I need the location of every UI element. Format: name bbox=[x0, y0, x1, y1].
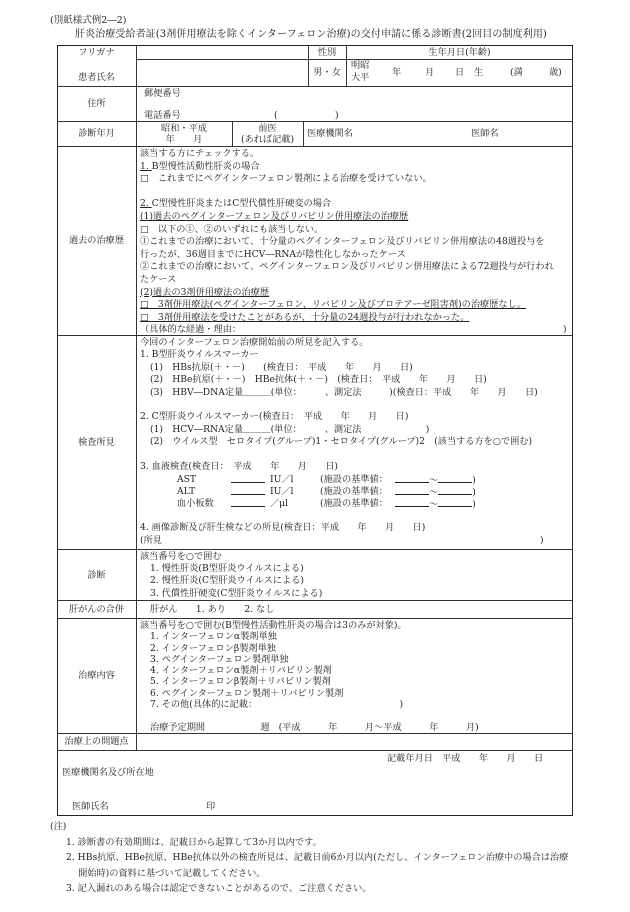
history-case-2: ②これまでの治療において、ペグインターフェロン及びリバビリン併用療法による72週投与が行われ bbox=[140, 261, 554, 273]
treatment-option-4[interactable]: 4. インターフェロンα製剤＋リバビリン製剤 bbox=[150, 665, 332, 677]
treatment-option-5[interactable]: 5. インターフェロンβ製剤＋リバビリン製剤 bbox=[150, 676, 331, 688]
hbs-antigen-row[interactable]: (1) HBs抗原(＋・－) (検査日： 平成 年 月 日) bbox=[150, 361, 413, 373]
diagnosis-option-1[interactable]: 1. 慢性肝炎(B型肝炎ウイルスによる) bbox=[150, 563, 304, 575]
age-close: 歳) bbox=[549, 67, 562, 78]
address-label: 住所 bbox=[87, 98, 106, 109]
history-hepc-heading: 2. C型慢性肝炎またはC型代償性肝硬変の場合 bbox=[140, 198, 332, 210]
history-triple-none-checkbox[interactable]: □ 3剤併用療法(ペグインターフェロン、リバビリン及びプロテアーゼ阻害剤)の治療歴なし。 bbox=[140, 299, 526, 311]
history-peg-rib-heading: (1)過去のペグインターフェロン及びリバビリン併用療法の治療歴 bbox=[140, 210, 409, 222]
platelet-ref-range[interactable]: ～ ) bbox=[395, 498, 476, 510]
row-divider bbox=[57, 618, 573, 619]
dob-month: 月 bbox=[425, 67, 435, 78]
history-triple-incomplete-checkbox[interactable]: □ 3剤併用療法を受けたことがあるが、十分量の24週投与が行われなかった。 bbox=[140, 311, 470, 323]
history-none-checkbox[interactable]: □ 以下の①、②のいずれにも該当しない。 bbox=[140, 223, 324, 235]
history-case-1: ①これまでの治療において、十分量のペグインターフェロン及びリバビリン併用療法の48週投与を bbox=[140, 236, 545, 248]
sex-label: 性別 bbox=[317, 47, 337, 58]
ast-label: AST bbox=[177, 474, 197, 485]
patient-name-input[interactable] bbox=[138, 61, 306, 85]
findings-content bbox=[140, 337, 538, 473]
diagnosis-option-2[interactable]: 2. 慢性肝炎(C型肝炎ウイルスによる) bbox=[150, 575, 304, 587]
notes-title: (注) bbox=[50, 821, 67, 832]
treatment-history-content bbox=[140, 148, 554, 337]
history-triple-heading: (2)過去の3剤併用療法の治療歴 bbox=[140, 286, 270, 298]
platelet-label: 血小板数 bbox=[177, 498, 214, 509]
ast-ref-range[interactable]: ～ ) bbox=[395, 474, 476, 486]
findings-label: 検査所見 bbox=[78, 437, 115, 448]
treatment-option-6[interactable]: 6. ペグインターフェロン製剤＋リバビリン製剤 bbox=[150, 687, 344, 699]
treatment-problems-label: 治療上の問題点 bbox=[64, 736, 129, 747]
imaging-findings-open: (所見 bbox=[140, 535, 162, 546]
alt-ref-label: (施設の基準値： bbox=[320, 486, 388, 497]
doctor-name-label: 医師名 bbox=[471, 128, 499, 139]
row-divider bbox=[57, 600, 573, 601]
note-3: 3. 記入漏れのある場合は認定できないことがあるので、ご注意ください。 bbox=[66, 883, 372, 894]
history-hepb-heading: 1. B型慢性活動性肝炎の場合 bbox=[140, 160, 260, 172]
hbe-row[interactable]: (2) HBe抗原(＋・－) HBe抗体(＋・－) (検査日： 平成 年 月 日) bbox=[150, 374, 487, 386]
note-2: 2. HBs抗原、HBe抗原、HBe抗体以外の検査所見は、記載日前6か月以内(ただし、インターフェロン治療中の場合は治療 bbox=[66, 852, 569, 863]
phone-paren-close: ) bbox=[335, 110, 339, 121]
row-divider bbox=[57, 733, 573, 734]
diagnosis-option-3[interactable]: 3. 代償性肝硬変(C型肝炎ウイルスによる) bbox=[150, 587, 323, 599]
diagnosis-date-label: 診断年月 bbox=[78, 128, 115, 139]
platelet-input[interactable] bbox=[231, 498, 265, 510]
seal-mark: 印 bbox=[206, 801, 216, 812]
row-divider bbox=[57, 121, 573, 122]
prev-doctor-divider bbox=[303, 121, 304, 146]
row-divider bbox=[57, 750, 573, 751]
dob-year: 年 bbox=[392, 67, 402, 78]
phone-label: 電話番号 bbox=[144, 110, 181, 121]
postal-code-label: 郵便番号 bbox=[144, 88, 181, 99]
alt-label: ALT bbox=[177, 486, 196, 497]
alt-unit: IU／l bbox=[270, 486, 294, 497]
prev-doctor-note: (あれば記載) bbox=[240, 134, 295, 145]
platelet-unit: ／μl bbox=[270, 498, 289, 509]
row-divider bbox=[57, 86, 573, 87]
history-hepb-checkbox[interactable]: □ これまでにペグインターフェロン製剤による治療を受けていない。 bbox=[140, 173, 432, 185]
row-divider bbox=[57, 549, 573, 550]
diagnosis-content bbox=[140, 551, 322, 600]
history-reason-close: ) bbox=[563, 324, 567, 335]
platelet-ref-label: (施設の基準値： bbox=[320, 498, 388, 509]
ast-ref-label: (施設の基準値： bbox=[320, 474, 388, 485]
liver-cancer-label: 肝がんの合併 bbox=[68, 604, 125, 615]
treatment-problems-input[interactable] bbox=[138, 735, 570, 749]
treatment-intro: 該当番号を○で囲む(B型慢性活動性肝炎の場合は3のみが対象)。 bbox=[140, 620, 407, 631]
note-1: 1. 診断書の有効期間は、記載日から起算して3か月以内です。 bbox=[66, 836, 322, 848]
furigana-input[interactable] bbox=[138, 47, 306, 58]
treatment-option-3[interactable]: 3. ペグインターフェロン製剤単独 bbox=[150, 653, 289, 665]
diagnosis-era[interactable]: 昭和・平成 bbox=[161, 123, 207, 134]
hbv-marker-title: 1. B型肝炎ウイルスマーカー bbox=[140, 349, 259, 361]
entry-date[interactable]: 記載年月日 平成 年 月 日 bbox=[387, 753, 544, 764]
form-id: (別紙様式例2―2) bbox=[50, 15, 127, 26]
imaging-findings-close: ) bbox=[540, 535, 544, 546]
imaging-findings-input[interactable] bbox=[165, 535, 535, 547]
dob-label: 生年月日(年齢) bbox=[428, 47, 491, 58]
ast-input[interactable] bbox=[231, 474, 265, 486]
alt-input[interactable] bbox=[231, 486, 265, 498]
blood-test-title: 3. 血液検査(検査日： 平成 年 月 日) bbox=[140, 461, 339, 473]
diagnosis-label: 診断 bbox=[87, 570, 106, 581]
liver-cancer-options[interactable]: 肝がん 1. あり 2. なし bbox=[150, 604, 275, 615]
label-column-divider bbox=[136, 45, 137, 750]
hbv-dna-row[interactable]: (3) HBV―DNA定量＿＿＿(単位： 、測定法 )(検査日：平成 年 月 日) bbox=[150, 386, 538, 398]
treatment-label: 治療内容 bbox=[78, 670, 115, 681]
hcv-rna-row[interactable]: (1) HCV―RNA定量＿＿＿(単位： 、測定法 ) bbox=[150, 423, 430, 435]
dob-born: 生 bbox=[474, 67, 484, 78]
institution-address-label: 医療機関名及び所在地 bbox=[62, 767, 154, 778]
patient-name-label: 患者氏名 bbox=[78, 72, 115, 83]
virus-type-row[interactable]: (2) ウイルス型 セロタイプ(グループ)1・セロタイプ(グループ)2 (該当する方を○で囲む) bbox=[150, 436, 533, 448]
treatment-history-label: 過去の治療歴 bbox=[68, 235, 125, 246]
alt-ref-range[interactable]: ～ ) bbox=[395, 486, 476, 498]
hcv-marker-title: 2. C型肝炎ウイルスマーカー(検査日： 平成 年 月 日) bbox=[140, 411, 409, 423]
phone-paren-open: ( bbox=[274, 110, 278, 121]
doctor-signature-label: 医師氏名 bbox=[72, 801, 109, 812]
diagnosis-year-month[interactable]: 年 月 bbox=[165, 134, 203, 145]
history-case-1-cont: 行ったが、36週目までにHCV―RNAが陰性化しなかったケース bbox=[140, 248, 406, 260]
treatment-option-1[interactable]: 1. インターフェロンα製剤単独 bbox=[150, 631, 277, 643]
imaging-title: 4. 画像診断及び肝生検などの所見(検査日：平成 年 月 日) bbox=[140, 522, 426, 533]
dob-day: 日 bbox=[455, 67, 465, 78]
age-open: (満 bbox=[510, 67, 523, 78]
note-2-cont: 開始時)の資料に基づいて記載してください。 bbox=[66, 867, 266, 879]
ast-unit: IU／l bbox=[270, 474, 294, 485]
history-reason-field[interactable]: （具体的な経過・理由： bbox=[140, 324, 242, 336]
document-title: 肝炎治療受給者証(3剤併用療法を除くインターフェロン治療)の交付申請に係る診断書(2回目の制度利用) bbox=[75, 29, 547, 40]
treatment-option-7[interactable]: 7. その他(具体的に記載： ) bbox=[150, 699, 404, 711]
history-instruction: 該当する方にチェックする。 bbox=[140, 148, 260, 159]
sex-options[interactable]: 男・女 bbox=[313, 67, 341, 78]
prev-doctor-label: 前医 bbox=[258, 123, 277, 134]
history-case-2-cont: たケース bbox=[140, 273, 177, 285]
findings-intro: 今回のインターフェロン治療開始前の所見を記入する。 bbox=[140, 337, 369, 348]
treatment-period[interactable]: 治療予定期間 週 (平成 年 月～平成 年 月) bbox=[150, 721, 479, 733]
treatment-content bbox=[140, 620, 479, 733]
institution-label: 医療機関名 bbox=[307, 128, 353, 139]
era-meiji-showa[interactable]: 明昭 bbox=[351, 60, 370, 71]
row-divider bbox=[57, 146, 573, 147]
address-input[interactable] bbox=[200, 88, 570, 108]
treatment-option-2[interactable]: 2. インターフェロンβ製剤単独 bbox=[150, 642, 276, 654]
era-taisho-heisei[interactable]: 大平 bbox=[351, 72, 370, 83]
notes-section bbox=[50, 819, 568, 897]
diagnosis-intro: 該当番号を○で囲む bbox=[140, 551, 222, 562]
furigana-label: フリガナ bbox=[78, 47, 115, 58]
